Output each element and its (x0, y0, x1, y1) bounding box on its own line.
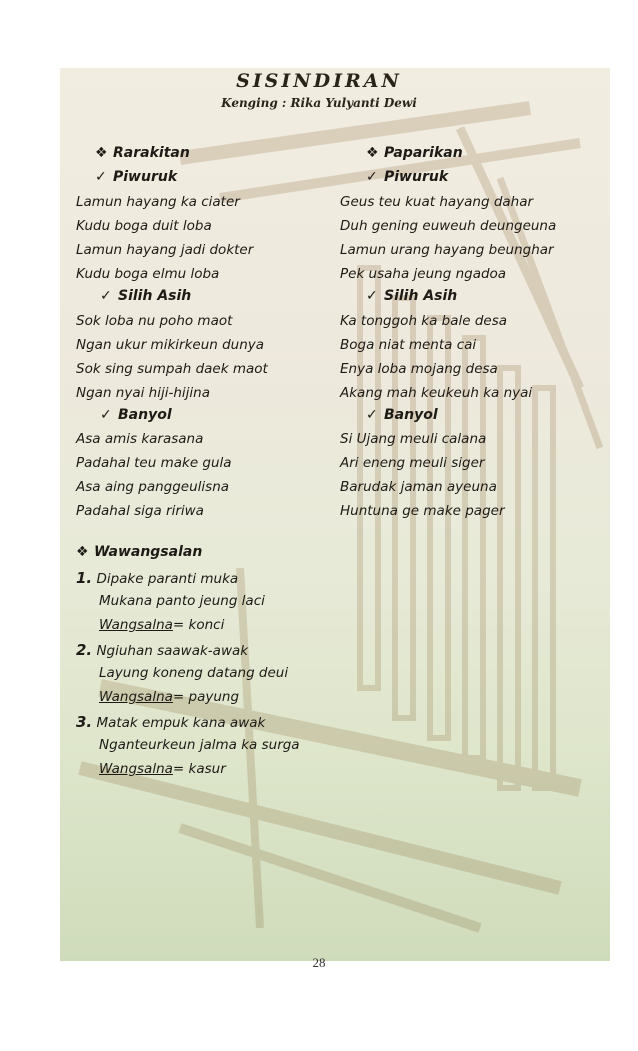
wawangsalan-line: Nganteurkeun jalma ka surga (99, 737, 300, 753)
right-banyol-heading: ✓ Banyol (366, 407, 438, 423)
right-silih-line: Enya loba mojang desa (340, 361, 498, 377)
left-piwuruk-line: Kudu boga duit loba (76, 218, 212, 234)
rarakitan-heading: ❖ Rarakitan (95, 145, 190, 161)
diamond-bullet-icon: ❖ (76, 544, 89, 560)
left-silih-line: Ngan ukur mikirkeun dunya (76, 337, 265, 353)
wawangsalan-answer: Wangsalna= payung (99, 689, 240, 705)
right-banyol-line: Si Ujang meuli calana (340, 431, 487, 447)
right-piwuruk-line: Pek usaha jeung ngadoa (340, 266, 507, 282)
wawangsalan-answer: Wangsalna= kasur (99, 761, 226, 777)
diamond-bullet-icon: ❖ (95, 145, 108, 161)
left-silih-asih-heading: ✓ Silih Asih (100, 288, 192, 304)
left-piwuruk-line: Lamun hayang jadi dokter (76, 242, 254, 258)
left-piwuruk-heading: ✓ Piwuruk (95, 169, 178, 185)
right-banyol-line: Barudak jaman ayeuna (340, 479, 497, 495)
page-title: SISINDIRAN (236, 70, 402, 92)
right-silih-line: Ka tonggoh ka bale desa (340, 313, 508, 329)
left-banyol-line: Asa aing panggeulisna (76, 479, 230, 495)
check-icon: ✓ (100, 407, 112, 423)
check-icon: ✓ (95, 169, 107, 185)
check-icon: ✓ (366, 407, 378, 423)
wawangsalan-item: 2. Ngiuhan saawak-awak (76, 641, 249, 659)
wawangsalan-answer: Wangsalna= konci (99, 617, 225, 633)
paparikan-heading: ❖ Paparikan (366, 145, 463, 161)
right-piwuruk-line: Lamun urang hayang beunghar (340, 242, 554, 258)
wawangsalan-item: 1. Dipake paranti muka (76, 569, 239, 587)
item-number: 1. (76, 569, 93, 587)
right-silih-line: Akang mah keukeuh ka nyai (340, 385, 533, 401)
check-icon: ✓ (366, 169, 378, 185)
wawangsalan-heading: ❖ Wawangsalan (76, 544, 203, 560)
left-banyol-line: Padahal teu make gula (76, 455, 232, 471)
left-silih-line: Sok sing sumpah daek maot (76, 361, 268, 377)
right-silih-asih-heading: ✓ Silih Asih (366, 288, 458, 304)
diamond-bullet-icon: ❖ (366, 145, 379, 161)
check-icon: ✓ (366, 288, 378, 304)
left-silih-line: Sok loba nu poho maot (76, 313, 233, 329)
page-number: 28 (312, 955, 326, 970)
left-banyol-heading: ✓ Banyol (100, 407, 172, 423)
check-icon: ✓ (100, 288, 112, 304)
item-number: 2. (76, 641, 93, 659)
right-banyol-line: Huntuna ge make pager (340, 503, 505, 519)
right-banyol-line: Ari eneng meuli siger (340, 455, 485, 471)
left-banyol-line: Asa amis karasana (76, 431, 204, 447)
right-piwuruk-heading: ✓ Piwuruk (366, 169, 449, 185)
right-piwuruk-line: Duh gening euweuh deungeuna (340, 218, 557, 234)
left-piwuruk-line: Lamun hayang ka ciater (76, 194, 240, 210)
page-subtitle: Kenging : Rika Yulyanti Dewi (221, 96, 417, 110)
left-silih-line: Ngan nyai hiji-hijina (76, 385, 210, 401)
item-number: 3. (76, 713, 93, 731)
wawangsalan-line: Mukana panto jeung laci (99, 593, 265, 609)
wawangsalan-line: Layung koneng datang deui (99, 665, 289, 681)
left-banyol-line: Padahal siga ririwa (76, 503, 204, 519)
wawangsalan-item: 3. Matak empuk kana awak (76, 713, 266, 731)
right-piwuruk-line: Geus teu kuat hayang dahar (340, 194, 534, 210)
right-silih-line: Boga niat menta cai (340, 337, 477, 353)
left-piwuruk-line: Kudu boga elmu loba (76, 266, 220, 282)
